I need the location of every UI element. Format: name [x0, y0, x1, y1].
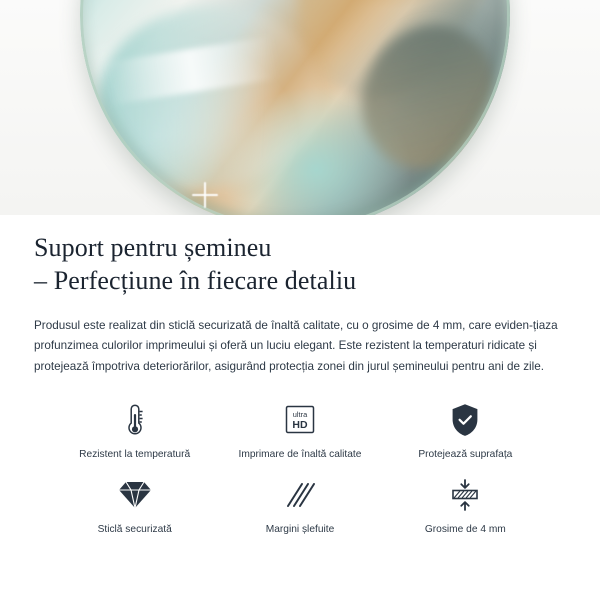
diamond-icon: [117, 475, 153, 515]
feature-item-print-quality: [217, 400, 382, 461]
feature-label: Sticlă securizată: [97, 524, 172, 536]
ultra-hd-icon: [282, 400, 318, 440]
description-paragraph: Produsul este realizat din sticlă securizată de înaltă calitate, cu o grosime de 4 mm, care eviden-țiaza profunzimea culorilor imprimeului și oferă un luciu elegant. Este rezistent la temperaturi ridicate și protejează împotriva deteriorărilor, asigurând protecția zonei din jurul șemineului pentru ani de zile.: [34, 318, 558, 374]
feature-item-temperature: [52, 400, 217, 461]
shield-check-icon: [448, 400, 482, 440]
svg-text:ultra: ultra: [292, 410, 308, 420]
feature-item-thickness: [383, 475, 548, 536]
feature-label: Rezistent la temperatură: [79, 449, 191, 461]
page-title: [34, 231, 566, 298]
feature-label: Imprimare de înaltă calitate: [238, 449, 362, 461]
svg-text:HD: HD: [292, 419, 308, 432]
thermometer-icon: [122, 400, 148, 440]
title-line-1: Suport pentru șemineu: [34, 233, 272, 262]
hero-image: [0, 0, 600, 215]
content-block: [0, 215, 600, 537]
title-line-2: – Perfecțiune în fiecare detaliu: [34, 266, 357, 296]
polished-edges-icon: [283, 475, 317, 515]
feature-grid: [34, 400, 566, 537]
feature-item-polished-edges: [217, 475, 382, 536]
feature-label: Grosime de 4 mm: [424, 524, 506, 536]
feature-item-tempered-glass: [52, 475, 217, 536]
feature-label: Protejează suprafața: [418, 449, 513, 461]
thickness-4mm-icon: [447, 475, 483, 515]
feature-item-surface-protection: [383, 400, 548, 461]
feature-label: Margini șlefuite: [265, 524, 335, 536]
